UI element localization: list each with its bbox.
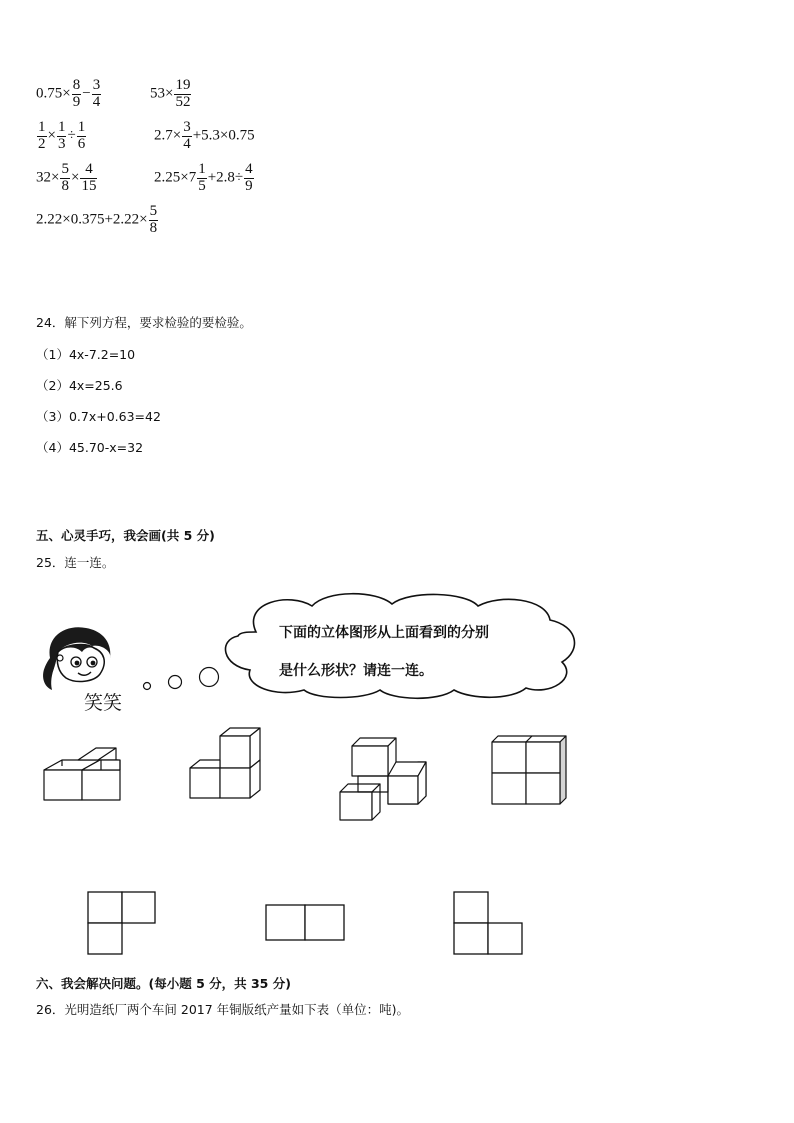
question-26-title: 26．光明造纸厂两个车间 2017 年铜版纸产量如下表（单位：吨)。 [36,1002,410,1017]
fraction: $\frac{5}{8}$ [149,203,158,236]
expr-5: 32× $\frac{5}{8}$ × $\frac{4}{15}$ [36,161,97,194]
equation-3: （3）0.7x+0.63=42 [36,409,161,424]
fraction: $\frac{3}{4}$ [92,77,101,110]
girl-name-label: 笑笑 [84,692,123,714]
solid-figure-1 [42,744,122,802]
fraction: $\frac{8}{9}$ [72,77,81,110]
fraction: $\frac{19}{52}$ [175,77,191,110]
top-view-2 [264,903,346,943]
expr-3: $\frac{1}{2}$ × $\frac{1}{3}$ ÷ $\frac{1}{6}$ [38,119,86,152]
fraction: $\frac{1}{5}$ [198,161,206,194]
solid-figure-4 [490,734,570,806]
bubble-line-2: 是什么形状？请连一连。 [279,663,433,679]
fraction: $\frac{5}{8}$ [61,161,69,194]
section-5-heading: 五、心灵手巧，我会画(共 5 分) [36,528,215,543]
fraction: $\frac{1}{3}$ [57,119,66,152]
question-25-title: 25．连一连。 [36,555,115,570]
girl-illustration [36,622,146,692]
top-view-3 [452,890,526,956]
section-6-heading: 六、我会解决问题。(每小题 5 分，共 35 分) [36,976,291,991]
fraction: $\frac{1}{2}$ [38,119,46,152]
expr-2: 53× $\frac{19}{52}$ [150,77,191,110]
solid-figure-2 [186,726,266,802]
fraction: $\frac{4}{9}$ [245,161,253,194]
expr-7: 2.22×0.375+2.22× $\frac{5}{8}$ [36,203,158,236]
thought-bubble-dots [138,662,222,694]
fraction: $\frac{4}{15}$ [81,161,97,194]
thought-bubble-cloud [216,592,584,700]
expr-6: 2.25×7 $\frac{1}{5}$ +2.8÷ $\frac{4}{9}$ [154,161,253,194]
expr-1: 0.75× $\frac{8}{9}$ − $\frac{3}{4}$ [36,77,101,110]
equation-4: （4）45.70-x=32 [36,440,144,455]
top-view-1 [86,890,158,956]
bubble-line-1: 下面的立体图形从上面看到的分别 [279,625,489,641]
solid-figure-3 [336,736,428,822]
fraction: $\frac{1}{6}$ [77,119,86,152]
equation-2: （2）4x=25.6 [36,378,123,393]
equation-1: （1）4x-7.2=10 [36,347,136,362]
fraction: $\frac{3}{4}$ [183,119,191,152]
expr-4: 2.7× $\frac{3}{4}$ +5.3×0.75 [154,119,255,152]
question-24-title: 24．解下列方程，要求检验的要检验。 [36,315,252,330]
